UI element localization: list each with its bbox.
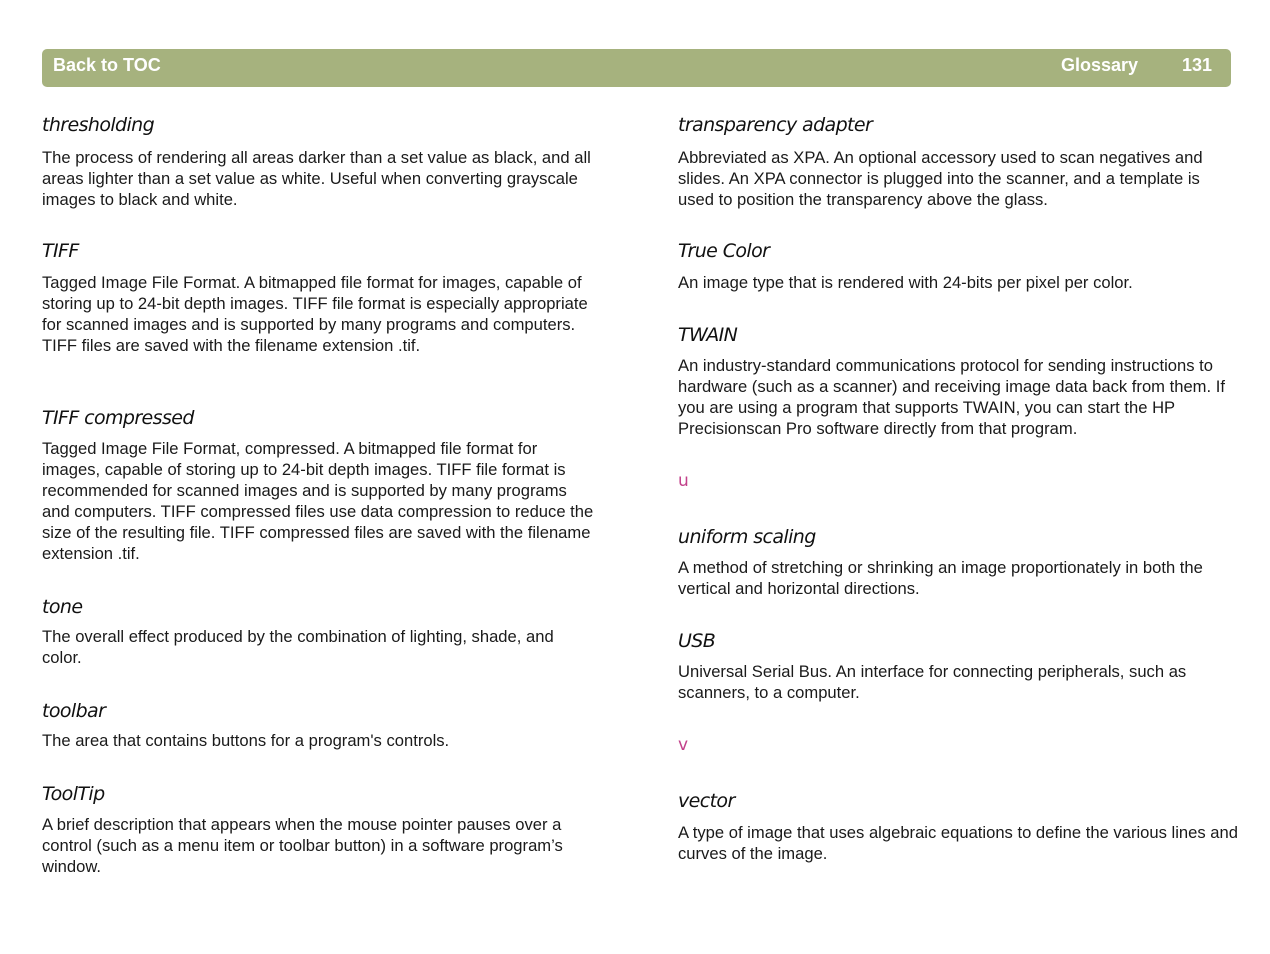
glossary-term-transparency-adapter: transparency adapter	[678, 114, 873, 136]
glossary-term-toolbar: toolbar	[42, 700, 106, 722]
glossary-term-usb: USB	[678, 630, 716, 652]
page-number: 131	[1181, 55, 1212, 75]
glossary-definition-toolbar: The area that contains buttons for a program's controls.	[42, 731, 450, 750]
glossary-term-twain: TWAIN	[678, 324, 738, 346]
glossary-definition-twain: An industry-standard communications protocol for sending instructions to hardware (such as a scanner) and receiving image data back from them. If you are using a program that supports TWAIN, you can start the HP Precisionscan Pro software directly from that program.	[678, 356, 1225, 438]
glossary-definition-vector: A type of image that uses algebraic equations to define the various lines and curves of the image.	[678, 823, 1238, 863]
back-to-toc-link[interactable]: Back to TOC	[53, 55, 161, 75]
glossary-definition-tooltip: A brief description that appears when the mouse pointer pauses over a control (such as a menu item or toolbar button) in a software program’s window.	[42, 815, 563, 876]
glossary-term-thresholding: thresholding	[42, 114, 155, 136]
glossary-term-tiff-compressed: TIFF compressed	[42, 407, 194, 429]
glossary-term-tone: tone	[42, 596, 83, 618]
header-bar	[42, 49, 1231, 87]
section-letter-u: u	[678, 471, 689, 491]
glossary-definition-uniform-scaling: A method of stretching or shrinking an image proportionately in both the vertical and horizontal directions.	[678, 558, 1203, 598]
glossary-definition-true-color: An image type that is rendered with 24-bits per pixel per color.	[678, 273, 1133, 292]
section-letter-v: v	[678, 735, 689, 755]
glossary-term-tiff: TIFF	[42, 240, 79, 262]
glossary-definition-tiff: Tagged Image File Format. A bitmapped file format for images, capable of storing up to 24-bit depth images. TIFF file format is especially appropriate for scanned images and is supported by many programs and computers. TIFF files are saved with the filename extension .tif.	[42, 273, 588, 355]
glossary-definition-thresholding: The process of rendering all areas darker than a set value as black, and all areas lighter than a set value as white. Useful when converting grayscale images to black and white.	[42, 148, 591, 209]
glossary-term-true-color: True Color	[678, 240, 770, 262]
glossary-definition-tiff-compressed: Tagged Image File Format, compressed. A bitmapped file format for images, capable of storing up to 24-bit depth images. TIFF file format is recommended for scanned images and is supported by many programs and computers. TIFF compressed files use data compression to reduce the size of the resulting file. TIFF compressed files are saved with the filename extension .tif.	[42, 439, 594, 563]
section-title: Glossary	[1060, 55, 1138, 75]
glossary-term-uniform-scaling: uniform scaling	[678, 526, 816, 548]
glossary-definition-usb: Universal Serial Bus. An interface for connecting peripherals, such as scanners, to a computer.	[678, 662, 1187, 702]
glossary-definition-tone: The overall effect produced by the combination of lighting, shade, and color.	[42, 627, 554, 667]
glossary-term-tooltip: ToolTip	[42, 783, 105, 805]
glossary-definition-transparency-adapter: Abbreviated as XPA. An optional accessory used to scan negatives and slides. An XPA connector is plugged into the scanner, and a template is used to position the transparency above the glass.	[678, 148, 1203, 209]
glossary-term-vector: vector	[678, 790, 735, 812]
